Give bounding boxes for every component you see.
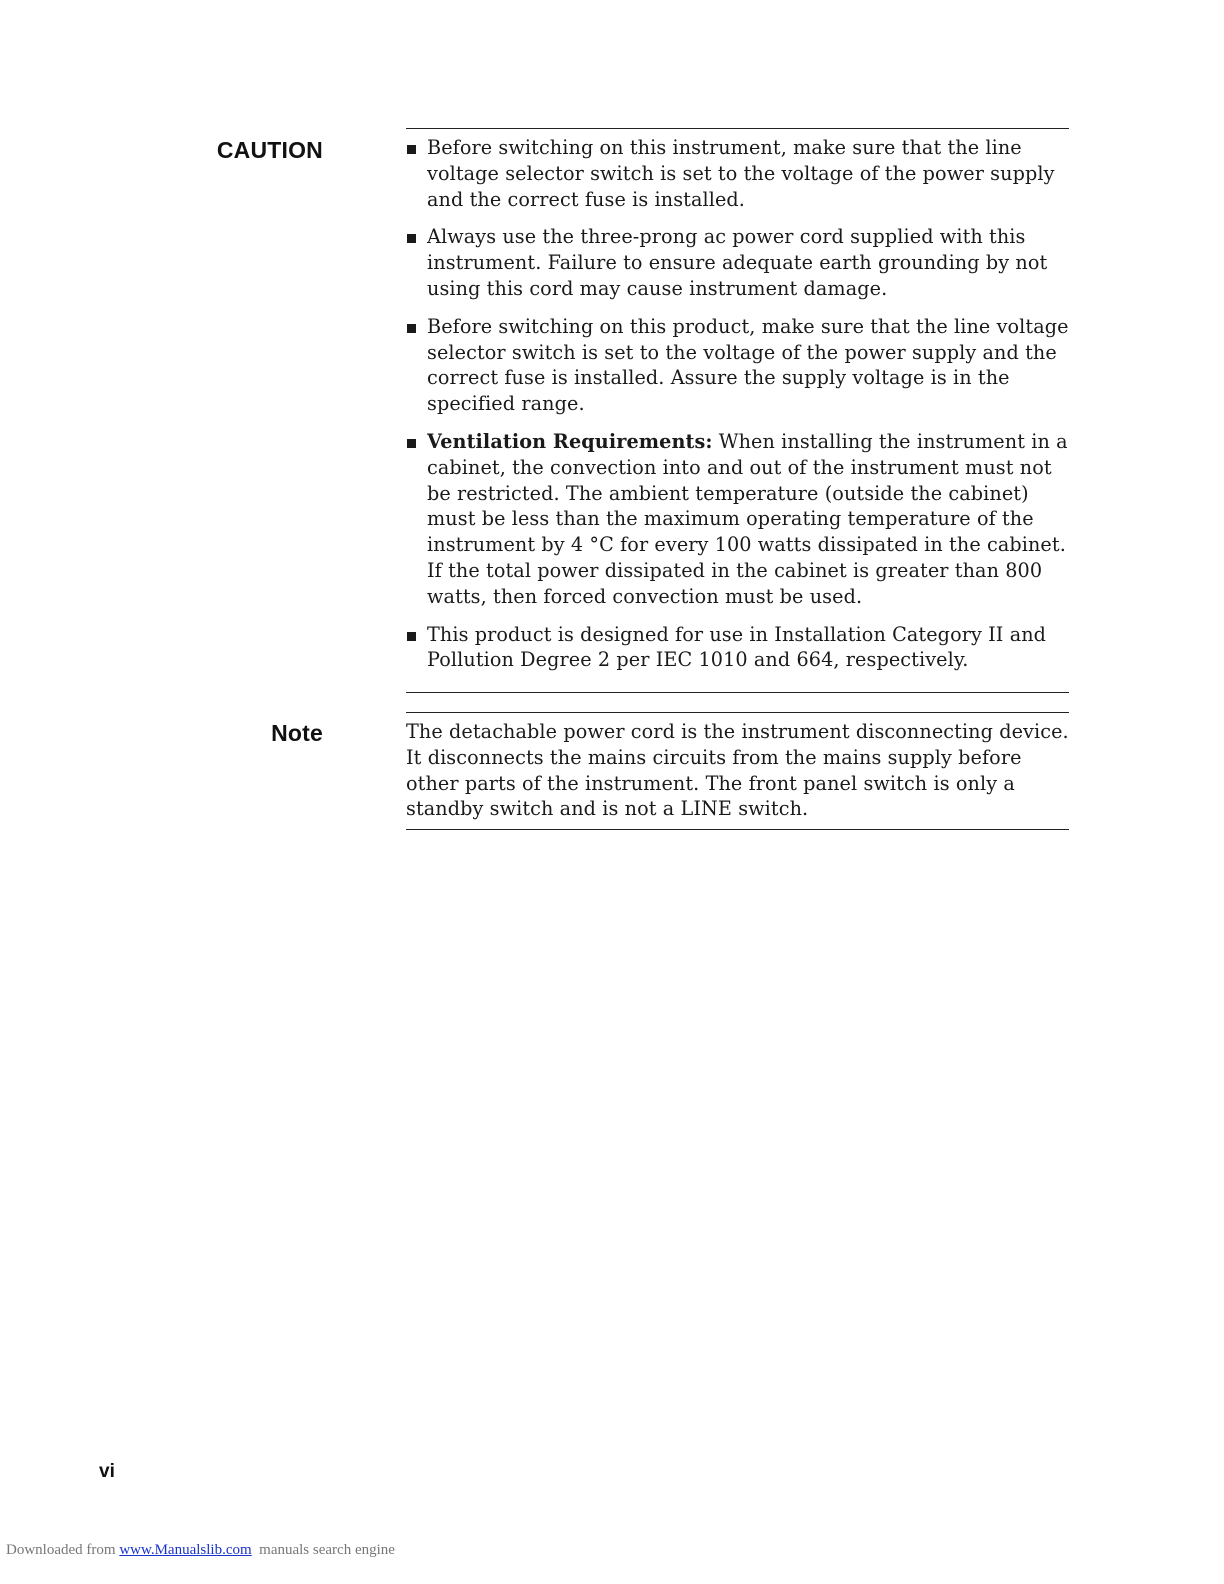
caution-item-supply-voltage <box>406 314 1074 417</box>
footer-suffix: manuals search engine <box>251 1542 395 1558</box>
square-bullet-icon <box>407 234 416 243</box>
caution-label: CAUTION <box>216 137 323 163</box>
caution-item-line-voltage <box>406 135 1074 212</box>
caution-item-text: Before switching on this instrument, make sure that the line voltage selector switch is set to the voltage of the power supply and the correct fuse is installed. <box>427 136 1055 211</box>
caution-top-rule <box>406 128 1069 129</box>
caution-list <box>406 135 1074 673</box>
caution-item-text: Before switching on this product, make sure that the line voltage selector switch is set to the voltage of the power supply and the correct fuse is installed. Assure the supply voltage is in the specified range. <box>427 314 1069 416</box>
caution-item-power-cord <box>406 224 1074 301</box>
caution-item-text: When installing the instrument in a cabinet, the convection into and out of the instrument must not be restricted. The ambient temperature (outside the cabinet) must be less than the maximum operating temperature of the instrument by 4 °C for every 100 watts dissipated in the cabinet. If the total power dissipated in the cabinet is greater than 800 watts, then forced convection must be used. <box>427 429 1068 608</box>
square-bullet-icon <box>407 324 416 333</box>
caution-item-installation-category <box>406 622 1074 674</box>
square-bullet-icon <box>407 145 416 154</box>
manualslib-link[interactable]: www.Manualslib.com <box>119 1542 252 1558</box>
caution-body <box>406 135 1074 685</box>
caution-item-ventilation <box>406 429 1074 610</box>
note-label: Note <box>271 720 323 746</box>
caution-bottom-rule <box>406 692 1069 693</box>
square-bullet-icon <box>407 439 416 448</box>
download-footer <box>6 1542 395 1559</box>
note-text: The detachable power cord is the instrument disconnecting device. It disconnects the mains circuits from the mains supply before other parts of the instrument. The front panel switch is only a standby switch and is not a LINE switch. <box>406 720 1069 821</box>
ventilation-heading: Ventilation Requirements: <box>427 429 713 453</box>
page-number: vi <box>99 1461 115 1482</box>
caution-item-text: This product is designed for use in Installation Category II and Pollution Degree 2 per IEC 1010 and 664, respectively. <box>427 622 1047 672</box>
square-bullet-icon <box>407 632 416 641</box>
footer-prefix: Downloaded from <box>6 1542 120 1558</box>
note-top-rule <box>406 712 1069 713</box>
caution-item-text: Always use the three-prong ac power cord supplied with this instrument. Failure to ensure adequate earth grounding by not using this cord may cause instrument damage. <box>427 225 1048 300</box>
note-bottom-rule <box>406 829 1069 830</box>
